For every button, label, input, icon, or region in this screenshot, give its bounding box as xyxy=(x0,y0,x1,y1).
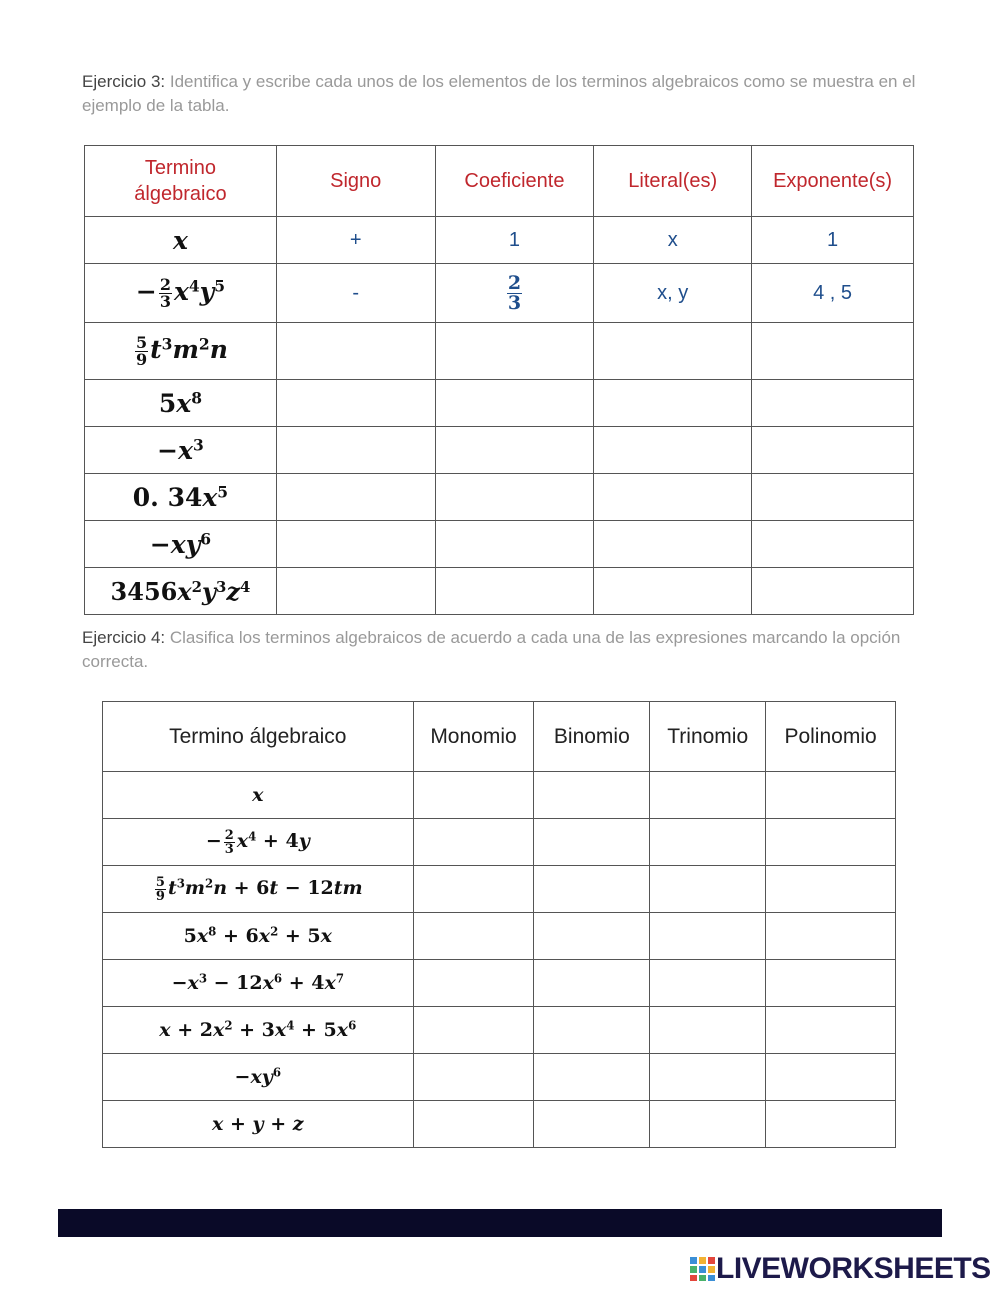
coefficient-input[interactable] xyxy=(435,521,594,568)
table-header-row xyxy=(103,702,896,772)
footer-bar xyxy=(58,1209,942,1237)
binomio-option[interactable] xyxy=(534,772,650,819)
table-row xyxy=(85,264,914,323)
literal-value: x xyxy=(594,217,752,264)
header-monomio: Monomio xyxy=(413,702,534,772)
coefficient-input[interactable] xyxy=(435,380,594,427)
exponent-value: 4 , 5 xyxy=(752,264,914,323)
literal-input[interactable] xyxy=(594,427,752,474)
coefficient-value: 1 xyxy=(435,217,594,264)
expression-cell: $\frac{5}{9}$ $t^3m^2n + 6t - 12tm$ xyxy=(103,866,414,913)
coefficient-value: $\frac{2}{3}$ xyxy=(435,264,594,323)
exponent-input[interactable] xyxy=(752,521,914,568)
table-row xyxy=(103,1007,896,1054)
binomio-option[interactable] xyxy=(534,1007,650,1054)
header-polinomio: Polinomio xyxy=(766,702,896,772)
term-cell: x xyxy=(85,217,277,264)
header-trinomio: Trinomio xyxy=(650,702,766,772)
sign-input[interactable] xyxy=(276,323,435,380)
monomio-option[interactable] xyxy=(413,1007,534,1054)
binomio-option[interactable] xyxy=(534,866,650,913)
table-row xyxy=(103,1054,896,1101)
term-cell: $3456x^2y^3z^4$ xyxy=(85,568,277,615)
term-cell: $-xy^6$ xyxy=(85,521,277,568)
polinomio-option[interactable] xyxy=(766,960,896,1007)
coefficient-input[interactable] xyxy=(435,323,594,380)
monomio-option[interactable] xyxy=(413,913,534,960)
header-coefficient: Coeficiente xyxy=(435,146,594,217)
trinomio-option[interactable] xyxy=(650,772,766,819)
table-row xyxy=(103,960,896,1007)
sign-input[interactable] xyxy=(276,568,435,615)
header-binomio: Binomio xyxy=(534,702,650,772)
trinomio-option[interactable] xyxy=(650,1007,766,1054)
term-cell: − $\frac{2}{3}$ $x^4y^5$ xyxy=(85,264,277,323)
table-row xyxy=(85,217,914,264)
table-row xyxy=(85,380,914,427)
header-literal: Literal(es) xyxy=(594,146,752,217)
table-row xyxy=(103,1101,896,1148)
exercise3-lead: Ejercicio 3: xyxy=(82,72,166,91)
polinomio-option[interactable] xyxy=(766,913,896,960)
monomio-option[interactable] xyxy=(413,772,534,819)
sign-input[interactable] xyxy=(276,427,435,474)
monomio-option[interactable] xyxy=(413,819,534,866)
monomio-option[interactable] xyxy=(413,960,534,1007)
table-row xyxy=(85,521,914,568)
trinomio-option[interactable] xyxy=(650,1054,766,1101)
literal-value: x, y xyxy=(594,264,752,323)
exponent-input[interactable] xyxy=(752,427,914,474)
polinomio-option[interactable] xyxy=(766,819,896,866)
expression-cell: − $\frac{2}{3}$ $x^4 + 4y$ xyxy=(103,819,414,866)
monomio-option[interactable] xyxy=(413,1101,534,1148)
sign-value: + xyxy=(276,217,435,264)
term-cell: $\frac{5}{9}$ $t^3m^2n$ xyxy=(85,323,277,380)
coefficient-input[interactable] xyxy=(435,427,594,474)
exponent-value: 1 xyxy=(752,217,914,264)
table-row xyxy=(85,568,914,615)
trinomio-option[interactable] xyxy=(650,819,766,866)
coefficient-input[interactable] xyxy=(435,568,594,615)
term-cell: $-x^3$ xyxy=(85,427,277,474)
sign-value: - xyxy=(276,264,435,323)
table-header-row xyxy=(85,146,914,217)
exercise4-lead: Ejercicio 4: xyxy=(82,628,166,647)
liveworksheets-logo[interactable] xyxy=(690,1252,991,1286)
expression-cell: x xyxy=(103,772,414,819)
exponent-input[interactable] xyxy=(752,474,914,521)
trinomio-option[interactable] xyxy=(650,1101,766,1148)
table-row xyxy=(103,866,896,913)
expression-cell: $x + 2x^2 + 3x^4 + 5x^6$ xyxy=(103,1007,414,1054)
expression-cell: $-x^3 - 12x^6 + 4x^7$ xyxy=(103,960,414,1007)
table-row xyxy=(103,819,896,866)
binomio-option[interactable] xyxy=(534,913,650,960)
exercise3-text: Identifica y escribe cada unos de los elementos de los terminos algebraicos como se muestra en el ejemplo de la tabla. xyxy=(82,72,916,115)
trinomio-option[interactable] xyxy=(650,960,766,1007)
term-cell: 0. $34x^5$ xyxy=(85,474,277,521)
polinomio-option[interactable] xyxy=(766,866,896,913)
table-row xyxy=(85,323,914,380)
monomio-option[interactable] xyxy=(413,866,534,913)
expression-cell: x + y + z xyxy=(103,1101,414,1148)
table-row xyxy=(103,772,896,819)
binomio-option[interactable] xyxy=(534,819,650,866)
table-row xyxy=(85,474,914,521)
polinomio-option[interactable] xyxy=(766,1054,896,1101)
exercise3-table xyxy=(84,145,914,615)
binomio-option[interactable] xyxy=(534,1054,650,1101)
literal-input[interactable] xyxy=(594,474,752,521)
trinomio-option[interactable] xyxy=(650,913,766,960)
table-row xyxy=(103,913,896,960)
table-row xyxy=(85,427,914,474)
liveworksheets-logo-icon xyxy=(690,1257,716,1281)
exponent-input[interactable] xyxy=(752,323,914,380)
header-term: Termino álgebraico xyxy=(103,702,414,772)
header-sign: Signo xyxy=(276,146,435,217)
exercise4-table xyxy=(102,701,896,1148)
exercise4-instructions xyxy=(82,626,922,674)
term-cell: $5x^8$ xyxy=(85,380,277,427)
monomio-option[interactable] xyxy=(413,1054,534,1101)
polinomio-option[interactable] xyxy=(766,1101,896,1148)
binomio-option[interactable] xyxy=(534,960,650,1007)
literal-input[interactable] xyxy=(594,323,752,380)
header-exponent: Exponente(s) xyxy=(752,146,914,217)
literal-input[interactable] xyxy=(594,568,752,615)
exponent-input[interactable] xyxy=(752,380,914,427)
exercise3-instructions xyxy=(82,70,922,118)
exercise4-text: Clasifica los terminos algebraicos de acuerdo a cada una de las expresiones marcando la opción correcta. xyxy=(82,628,901,671)
logo-text: LIVEWORKSHEETS xyxy=(716,1252,991,1285)
sign-input[interactable] xyxy=(276,521,435,568)
binomio-option[interactable] xyxy=(534,1101,650,1148)
literal-input[interactable] xyxy=(594,521,752,568)
literal-input[interactable] xyxy=(594,380,752,427)
header-term: Termino álgebraico xyxy=(85,146,277,217)
exponent-input[interactable] xyxy=(752,568,914,615)
expression-cell: $5x^8 + 6x^2 + 5x$ xyxy=(103,913,414,960)
sign-input[interactable] xyxy=(276,474,435,521)
polinomio-option[interactable] xyxy=(766,1007,896,1054)
polinomio-option[interactable] xyxy=(766,772,896,819)
coefficient-input[interactable] xyxy=(435,474,594,521)
expression-cell: $-xy^6$ xyxy=(103,1054,414,1101)
trinomio-option[interactable] xyxy=(650,866,766,913)
sign-input[interactable] xyxy=(276,380,435,427)
